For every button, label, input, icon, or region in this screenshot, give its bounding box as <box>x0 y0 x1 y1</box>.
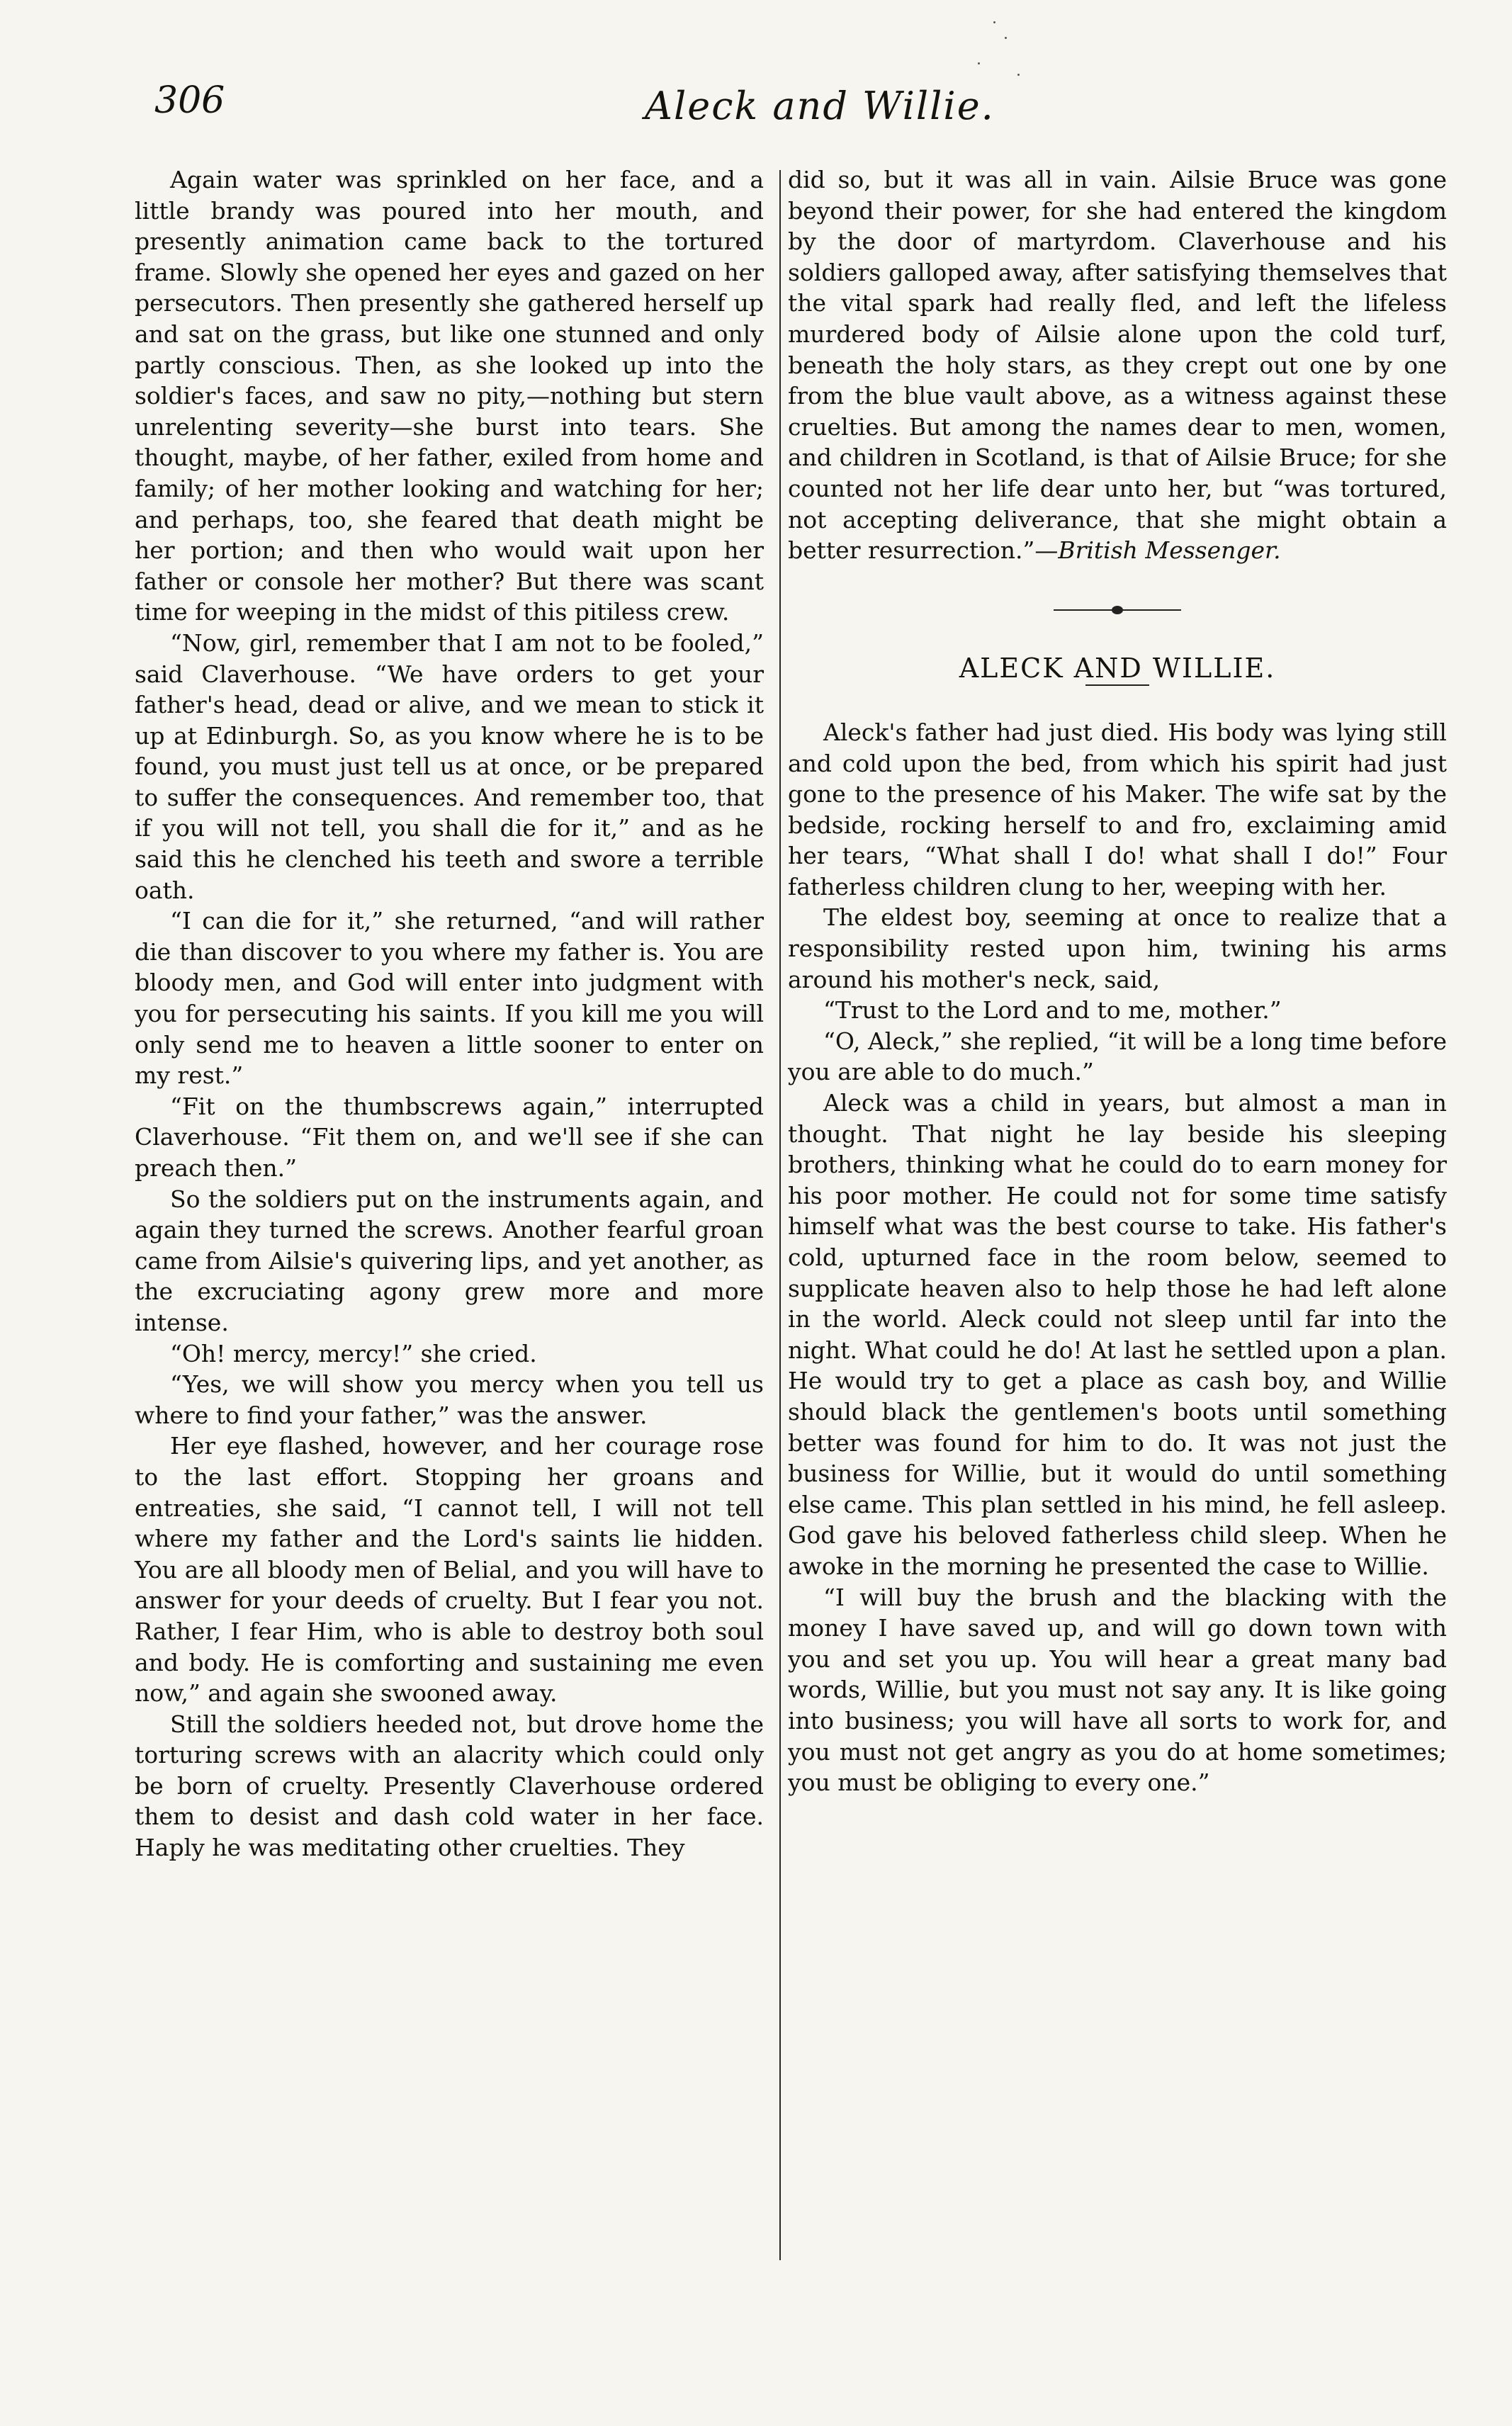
paragraph: The eldest boy, seeming at once to realize that a responsibility rested upon him, twining his arms around his mother's neck, said, <box>788 903 1447 993</box>
title-rule <box>1085 684 1149 686</box>
paragraph: “Now, girl, remember that I am not to be fooled,” said Claverhouse. “We have orders to get your father's head, dead or alive, and we mean to stick it up at Edinburgh. So, as you know where he is to be found, you must just tell us at once, or be prepared to suffer the consequences. And remember too, that if you will not tell, you shall die for it,” and as he said this he clenched his teeth and swore a terrible oath. <box>135 628 764 904</box>
column-divider <box>779 170 781 2260</box>
print-speckle <box>993 21 995 23</box>
paragraph: Again water was sprinkled on her face, and a little brandy was poured into her mouth, and presently animation came back to the tortured frame. Slowly she opened her eyes and gazed on her persecutors. Then presently she gathered herself up and sat on the grass, but like one stunned and only partly conscious. Then, as she looked up into the soldier's faces, and saw no pity,—nothing but stern unrelenting severity—she burst into tears. She thought, maybe, of her father, exiled from home and family; of her mother looking and watching for her; and perhaps, too, she feared that death might be her portion; and then who would wait upon her father or console her mother? But there was scant time for weeping in the midst of this pitiless crew. <box>135 166 764 626</box>
divider-dot <box>1112 606 1123 614</box>
paragraph: “I will buy the brush and the blacking with the money I have saved up, and will go down town with you and set you up. You will hear a great many bad words, Willie, but you must not say any. It is like going into business; you will have all sorts to work for, and you must not get angry as you do at home sometimes; you must be obliging to every one.” <box>788 1583 1447 1797</box>
paragraph: “I can die for it,” she returned, “and will rather die than discover to you where my father is. You are bloody men, and God will enter into judgment with you for persecuting his saints. If you kill me you will only send me to heaven a little sooner to enter on my rest.” <box>135 907 764 1090</box>
continued-paragraph <box>788 164 1447 566</box>
page-number: 306 <box>154 79 225 122</box>
paragraph: “Oh! mercy, mercy!” she cried. <box>170 1339 537 1367</box>
source-citation: British Messenger. <box>1058 536 1281 565</box>
paragraph: So the soldiers put on the instruments again, and again they turned the screws. Another fearful groan came from Ailsie's quivering lips, and yet another, as the excruciating agony grew more and more intense. <box>135 1185 764 1336</box>
paragraph: Aleck was a child in years, but almost a man in thought. That night he lay beside his sleeping brothers, thinking what he could do to earn money for his poor mother. He could not for some time satisfy himself what was the best course to take. His father's cold, upturned face in the room below, seemed to supplicate heaven also to help those he had left alone in the world. Aleck could not sleep until far into the night. What could he do! At last he settled upon a plan. He would try to get a place as cash boy, and Willie should black the gentlemen's boots until something better was found for him to do. It was not just the business for Willie, but it would do until something else came. This plan settled in his mind, he fell asleep. God gave his beloved fatherless child sleep. When he awoke in the morning he presented the case to Willie. <box>788 1089 1447 1580</box>
running-title: Aleck and Willie. <box>645 84 995 128</box>
divider-ornament <box>1054 609 1181 611</box>
paragraph: “Yes, we will show you mercy when you tell us where to find your father,” was the answer. <box>135 1370 764 1429</box>
print-speckle <box>1017 74 1020 76</box>
paragraph: Her eye flashed, however, and her courage rose to the last effort. Stopping her groans and entreaties, she said, “I cannot tell, I will not tell where my father and the Lord's saints lie hidden. You are all bloody men of Belial, and you will have to answer for your deeds of cruelty. But I fear you not. Rather, I fear Him, who is able to destroy both soul and body. He is comforting and sustaining me even now,” and again she swooned away. <box>135 1432 764 1708</box>
paragraph: “Fit on the thumbscrews again,” interrupted Claverhouse. “Fit them on, and we'll see if she can preach then.” <box>135 1092 764 1182</box>
right-column <box>788 164 1447 1798</box>
article-title: ALECK AND WILLIE. <box>959 653 1276 684</box>
print-speckle <box>978 62 980 64</box>
continued-text: did so, but it was all in vain. Ailsie Bruce was gone beyond their power, for she had entered the kingdom by the door of martyrdom. Claverhouse and his soldiers galloped away, after satisfying themselves that the vital spark had really fled, and left the lifeless murdered body of Ailsie alone upon the cold turf, beneath the holy stars, as they crept out one by one from the blue vault above, as a witness against these cruelties. But among the names dear to men, women, and children in Scotland, is that of Ailsie Bruce; for she counted not her life dear unto her, but “was tortured, not accepting deliverance, that she might obtain a better resurrection.”— <box>788 166 1447 565</box>
paragraph: Aleck's father had just died. His body was lying still and cold upon the bed, from which his spirit had just gone to the presence of his Maker. The wife sat by the bedside, rocking herself to and fro, exclaiming amid her tears, “What shall I do! what shall I do!” Four fatherless children clung to her, weeping with her. <box>788 718 1447 901</box>
print-speckle <box>1005 37 1007 39</box>
section-divider <box>788 587 1447 619</box>
paragraph: Still the soldiers heeded not, but drove home the torturing screws with an alacrity which could only be born of cruelty. Presently Claverhouse ordered them to desist and dash cold water in her face. Haply he was meditating other cruelties. They <box>135 1710 764 1862</box>
paragraph: “O, Aleck,” she replied, “it will be a long time before you are able to do much.” <box>788 1027 1447 1086</box>
left-column <box>135 164 764 1863</box>
paragraph: “Trust to the Lord and to me, mother.” <box>823 996 1282 1025</box>
